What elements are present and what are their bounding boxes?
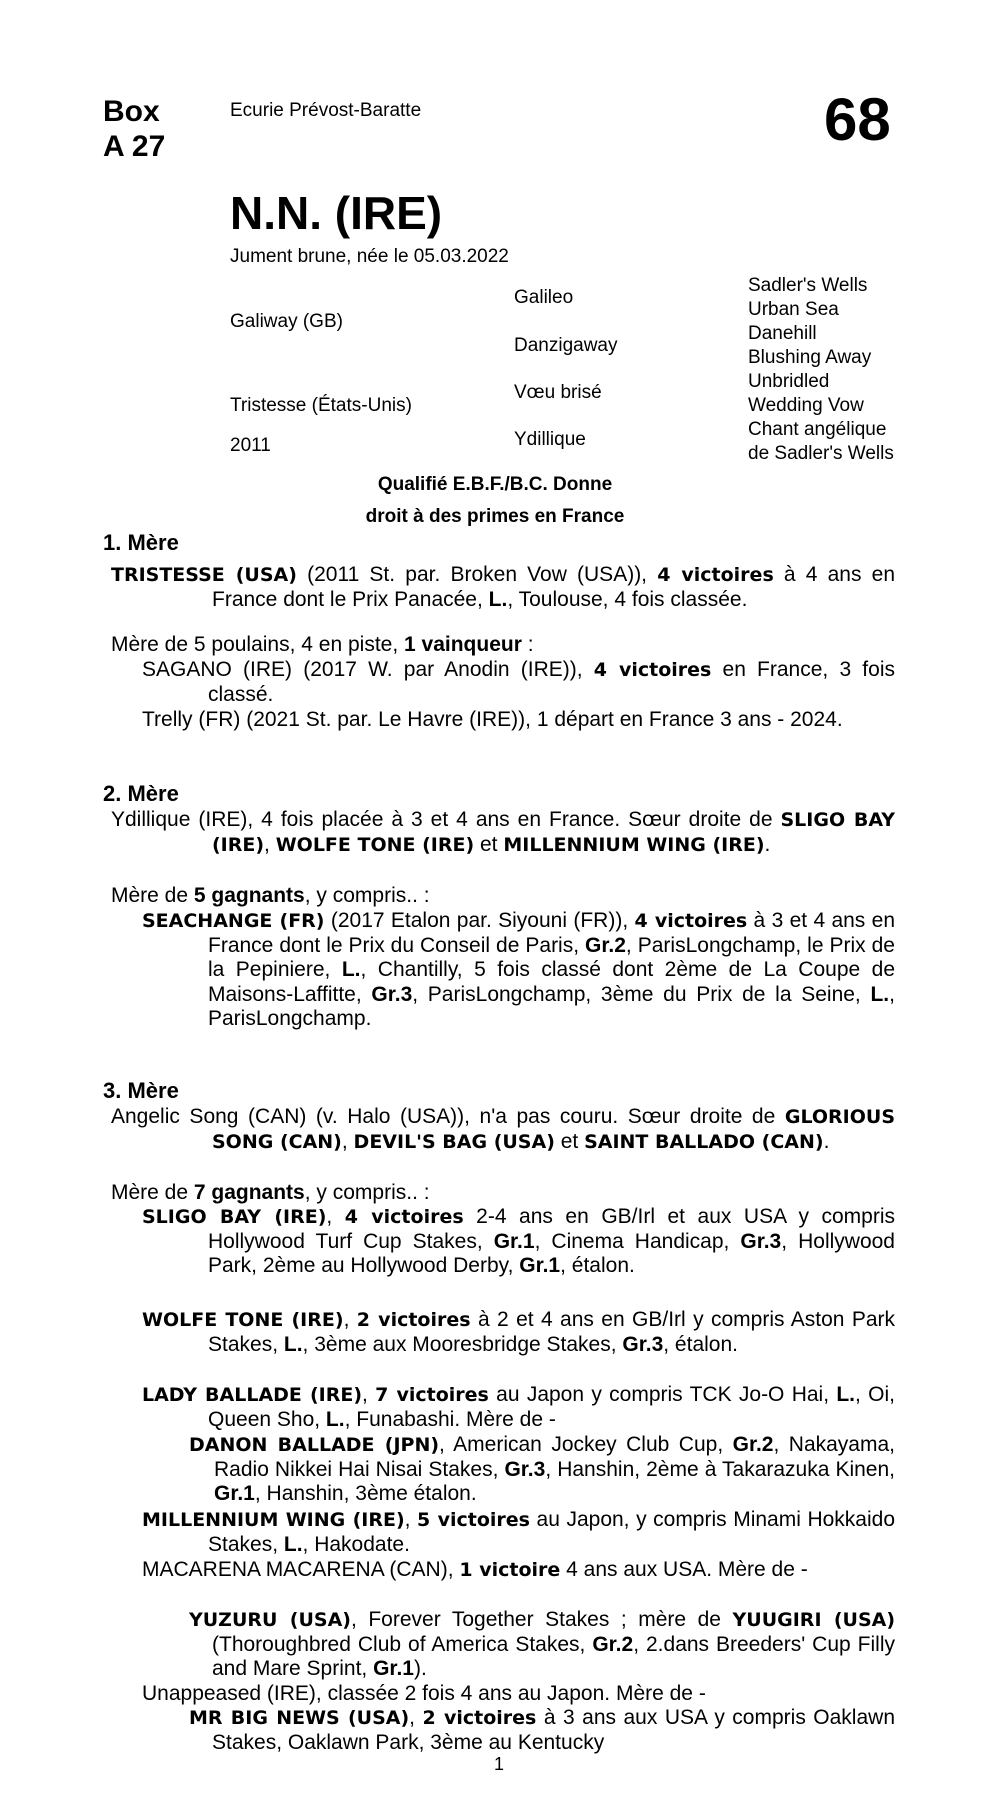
horse-ref: MILLENNIUM WING (IRE) [503, 833, 765, 856]
race-grade: Gr.2 [592, 1632, 634, 1656]
race-grade: L. [870, 982, 890, 1006]
text: ). [413, 1657, 427, 1680]
produce-entry [189, 1706, 895, 1755]
horse-ref: YUUGIRI (USA) [732, 1609, 896, 1631]
horse-ref: MR BIG NEWS (USA) [189, 1707, 410, 1729]
text: au Japon y compris TCK Jo-O Hai, [488, 1383, 837, 1406]
pedigree-great-grandparent: Sadler's Wells [748, 275, 868, 296]
produce-entry [142, 658, 895, 707]
text: en France, 3 fois classé. [208, 658, 895, 706]
text: , Hakodate. [302, 1532, 410, 1556]
text: Trelly (FR) (2021 St. par. Le Havre (IRE)), 1 départ en France 3 ans - 2024. [142, 708, 843, 731]
lot-number: 68 [824, 86, 891, 153]
horse-ref: WOLFE TONE (IRE) [142, 1309, 344, 1331]
text: , [343, 1308, 357, 1331]
pedigree-sire: Galiway (GB) [230, 311, 343, 332]
section-heading-3rd-dam: 3. Mère [103, 1078, 179, 1103]
text: , American Jockey Club Cup, [439, 1433, 733, 1456]
pedigree-grandparent: Ydillique [514, 429, 586, 450]
text: , [404, 1508, 418, 1531]
wins-highlight: 5 victoires [417, 1509, 530, 1531]
wins-highlight: 4 victoires [593, 659, 712, 681]
text: à 3 et 4 ans en France dont le Prix du Conseil de Paris, [208, 909, 896, 957]
text: , y compris.. : [304, 884, 430, 907]
text: SAGANO (IRE) (2017 W. par Anodin (IRE)), [142, 658, 594, 681]
pedigree-great-grandparent: Chant angélique de Sadler's Wells [748, 419, 894, 464]
race-grade: Gr.3 [622, 1332, 664, 1356]
race-grade: L. [283, 1332, 303, 1356]
text: à 3 ans aux USA y compris Oaklawn Stakes, Oaklawn Park, 3ème au Kentucky [212, 1706, 895, 1754]
race-grade: Gr.2 [732, 1433, 774, 1456]
pedigree-grandparent: Danzigaway [514, 335, 618, 356]
text: , [362, 1383, 376, 1406]
race-grade: L. [325, 1407, 345, 1431]
race-grade: Gr.1 [214, 1482, 255, 1505]
wins-highlight: 4 victoires [634, 910, 748, 932]
race-grade: Gr.3 [740, 1229, 782, 1253]
dam-entry [111, 808, 895, 857]
pedigree-dam: Tristesse (États-Unis) [230, 395, 412, 416]
owner-name: Ecurie Prévost-Baratte [230, 100, 422, 121]
text: 4 ans aux USA. Mère de - [560, 1558, 808, 1581]
text: Unappeased (IRE), classée 2 fois 4 ans au Japon. Mère de - [142, 1682, 706, 1705]
text: , Nakayama, Radio Nikkei Hai Nisai Stakes, [214, 1433, 895, 1481]
produce-entry [142, 1508, 895, 1557]
horse-name: N.N. (IRE) [230, 187, 443, 239]
text: Ydillique (IRE), 4 fois placée à 3 et 4 ans en France. Sœur droite de [111, 808, 781, 831]
pedigree-great-grandparents [748, 274, 898, 466]
pedigree-grandparent: Galileo [514, 287, 574, 308]
wins-highlight: 1 victoire [459, 1559, 561, 1581]
horse-ref: SLIGO BAY (IRE) [142, 1206, 327, 1228]
horse-ref: SEACHANGE (FR) [142, 910, 325, 932]
produce-summary [111, 884, 895, 909]
text: . [823, 1129, 830, 1153]
produce-entry [142, 1383, 895, 1432]
produce-entry [142, 1308, 895, 1357]
text: et [474, 832, 504, 856]
box-label-line2: A 27 [103, 130, 166, 163]
wins-highlight: 2 victoires [356, 1309, 471, 1331]
dam-entry [111, 1105, 895, 1154]
produce-entry [142, 1558, 895, 1583]
text: , Funabashi. Mère de - [344, 1407, 556, 1431]
produce-entry [142, 909, 896, 1032]
text: à 4 ans en France dont le Prix Panacée, [212, 563, 896, 611]
text: , Hollywood Park, 2ème au Hollywood Derby, [208, 1229, 895, 1277]
section-heading-2nd-dam: 2. Mère [103, 781, 179, 806]
produce-entry [189, 1433, 895, 1507]
race-grade: Gr.1 [493, 1229, 535, 1253]
race-grade: Gr.3 [504, 1457, 546, 1481]
text: , Forever Together Stakes ; mère de [350, 1608, 733, 1631]
horse-ref: DANON BALLADE (JPN) [189, 1434, 440, 1456]
text: et [554, 1129, 585, 1153]
text: , étalon. [560, 1254, 635, 1277]
horse-ref: DEVIL'S BAG (USA) [353, 1130, 555, 1153]
horse-ref: WOLFE TONE (IRE) [275, 833, 475, 856]
page-number: 1 [494, 1754, 505, 1774]
produce-entry [142, 1205, 895, 1279]
text: Mère de [111, 1181, 194, 1204]
qualification-note [320, 469, 670, 533]
pedigree-grandparent: Vœu brisé [514, 382, 602, 403]
horse-description: Jument brune, née le 05.03.2022 [230, 246, 509, 267]
pedigree-great-grandparent: Wedding Vow [748, 395, 864, 416]
text: , Chantilly, 5 fois classé dont 2ème de La Coupe de Maisons-Laffitte, [208, 958, 895, 1006]
text: , Hanshin, 2ème à Takarazuka Kinen, [545, 1457, 895, 1481]
winners-count: 7 gagnants [193, 1181, 305, 1204]
text: , Toulouse, 4 fois classée. [507, 587, 748, 611]
pedigree-great-grandparent: Blushing Away [748, 347, 872, 368]
text: , étalon. [663, 1332, 738, 1356]
race-grade: Gr.1 [373, 1657, 414, 1680]
horse-ref: GLORIOUS SONG (CAN) [212, 1106, 895, 1153]
text: MACARENA MACARENA (CAN), [142, 1558, 460, 1581]
text: , Hanshin, 3ème étalon. [254, 1482, 477, 1505]
text: (2017 Etalon par. Siyouni (FR)), [324, 909, 635, 932]
horse-ref: SAINT BALLADO (CAN) [584, 1130, 824, 1153]
race-grade: Gr.3 [371, 982, 413, 1006]
produce-entry [189, 1608, 896, 1682]
text: Mère de [111, 884, 194, 907]
race-grade: L. [283, 1532, 303, 1556]
pedigree-great-grandparent: Unbridled [748, 371, 830, 392]
text: Mère de 5 poulains, 4 en piste, [111, 633, 405, 656]
horse-ref: TRISTESSE (USA) [111, 564, 297, 586]
qualification-line1: Qualifié E.B.F./B.C. Donne [377, 474, 613, 495]
horse-ref: MILLENNIUM WING (IRE) [142, 1509, 405, 1531]
box-label [103, 94, 165, 164]
text: 2-4 ans en GB/Irl et aux USA y compris Hollywood Turf Cup Stakes, [208, 1205, 895, 1253]
race-grade: Gr.2 [585, 933, 626, 957]
winners-count: 1 vainqueur [404, 633, 522, 656]
horse-ref: YUZURU (USA) [189, 1609, 351, 1631]
race-grade: Gr.1 [519, 1254, 561, 1277]
race-grade: L. [488, 587, 508, 611]
box-label-line1: Box [103, 95, 160, 128]
text: à 2 et 4 ans en GB/Irl y compris Aston Park Stakes, [208, 1308, 895, 1356]
text: , y compris.. : [304, 1181, 430, 1204]
text: , 3ème aux Mooresbridge Stakes, [302, 1332, 623, 1356]
text: , ParisLongchamp. [208, 982, 895, 1030]
wins-highlight: 4 victoires [344, 1206, 464, 1228]
text: (2011 St. par. Broken Vow (USA)), [296, 563, 658, 586]
pedigree-great-grandparent: Urban Sea [748, 299, 839, 320]
produce-entry [142, 1682, 895, 1707]
produce-summary [111, 1181, 895, 1206]
text: , [264, 832, 276, 856]
text: . [764, 832, 771, 856]
qualification-line2: droit à des primes en France [365, 506, 625, 527]
wins-highlight: 4 victoires [657, 564, 774, 586]
race-grade: L. [341, 958, 361, 981]
text: : [521, 633, 534, 656]
winners-count: 5 gagnants [193, 884, 305, 907]
dam-entry [111, 563, 896, 612]
text: , ParisLongchamp, le Prix de la Pepiniere, [208, 933, 895, 981]
text: (Thoroughbred Club of America Stakes, [212, 1632, 593, 1656]
horse-ref: LADY BALLADE (IRE) [142, 1384, 363, 1406]
text: Angelic Song (CAN) (v. Halo (USA)), n'a pas couru. Sœur droite de [111, 1105, 785, 1128]
text: , [341, 1129, 354, 1153]
produce-summary [111, 633, 895, 658]
race-grade: L. [836, 1383, 856, 1406]
text: , Oi, Queen Sho, [208, 1383, 895, 1431]
section-heading-1st-dam: 1. Mère [103, 530, 179, 555]
wins-highlight: 2 victoires [422, 1707, 537, 1729]
text: , Cinema Handicap, [534, 1229, 741, 1253]
produce-entry [142, 708, 895, 733]
text: au Japon, y compris Minami Hokkaido Stakes, [208, 1508, 895, 1556]
wins-highlight: 7 victoires [375, 1384, 489, 1406]
pedigree-great-grandparent: Danehill [748, 323, 817, 344]
text: , [409, 1706, 423, 1729]
text: , 2.dans Breeders' Cup Filly and Mare Sprint, [212, 1632, 895, 1680]
horse-ref: SLIGO BAY (IRE) [212, 809, 895, 856]
text: , ParisLongchamp, 3ème du Prix de la Seine, [412, 982, 871, 1006]
text: , [326, 1205, 345, 1228]
pedigree-dam-year: 2011 [230, 435, 271, 456]
